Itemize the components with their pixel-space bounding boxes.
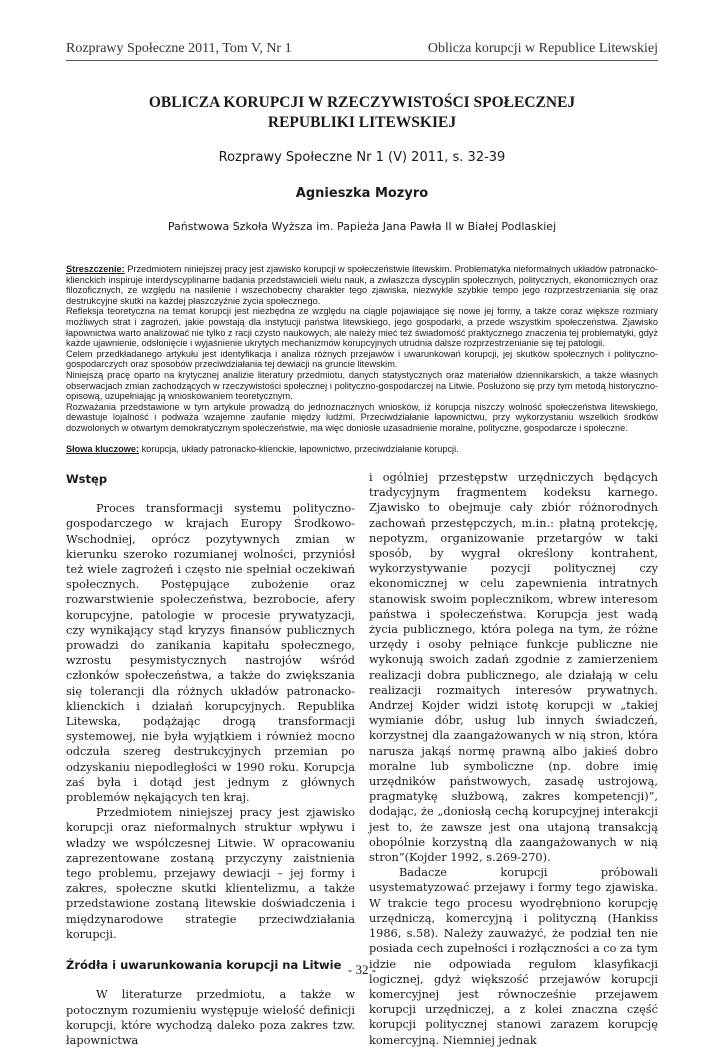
abstract <box>66 264 658 434</box>
abstract-paragraph: Rozważania przedstawione w tym artykule prowadzą do jednoznacznych wniosków, iż korupcja niszczy wolność społeczeństwa litewskiego, dewastuje lojalność i podważa wzajemne zaufanie między ludźmi. Przeciwdziałanie łapownictwu, przy wykorzystaniu wszelkich środków dozwolonych w otwartym demokratycznym społeczeństwie, ma więc doniosłe uzasadnienie moralne, polityczne, gospodarcze i społeczne. <box>66 401 658 433</box>
abstract-paragraph: Refleksja teoretyczna na temat korupcji jest niezbędna ze względu na ciągle pojawiające się nowe jej formy, a także coraz większe rozmiary możliwych strat i zagrożeń, jakie powstają dla instytucji państwa litewskiego, jego gospodarki, a przede wszystkim społeczeństwa. Zjawisko łapownictwa warto analizować nie tylko z racji czysto naukowych, ale należy mieć też świadomość praktycznego znaczenia tej problematyki, gdyż każde ujawnienie, odsłonięcie i wyjaśnienie ukrytych mechanizmów korupcyjnych utrudnia dalsze rozprzestrzenianie się tej patologii. <box>66 306 658 349</box>
section-heading-sources: Źródła i uwarunkowania korupcji na Litwie <box>66 958 342 973</box>
abstract-label: Streszczenie: <box>66 264 125 274</box>
abstract-text: Przedmiotem niniejszej pracy jest zjawisko korupcji w społeczeństwie litewskim. Problematyka nieformalnych układów patronacko-klienckich inspiruje interdyscyplinarne badania przedstawicieli wielu nauk, a zwłaszcza dyscyplin społecznych, politycznych, ekonomicznych oraz filozoficznych, ze względu na nasilenie i wszechobecny charakter tego zjawiska, niezwykle szybkie tempo jego rozprzestrzeniania się oraz destrukcyjne skutki na każdej płaszczyźnie życia społecznego. <box>66 264 658 306</box>
running-header <box>66 40 658 61</box>
keywords-label: Słowa kluczowe: <box>66 444 140 454</box>
body-paragraph: W literaturze przedmiotu, a także w potocznym rozumieniu występuje wielość definicji korupcji, które wychodzą daleko poza zakres tzw. łapownictwa <box>66 988 355 1047</box>
keywords-text: korupcja, układy patronacko-klienckie, łapownictwo, przeciwdziałanie korupcji. <box>139 444 459 454</box>
abstract-paragraph: Celem przedkładanego artykułu jest identyfikacja i analiza różnych przejawów i uwarunkowań korupcji, jej skutków społecznych i polityczno-gospodarczych oraz sposobów przeciwdziałania tej dewiacji na gruncie litewskim. <box>66 348 658 370</box>
article-title-line-1: OBLICZA KORUPCJI W RZECZYWISTOŚCI SPOŁECZNEJ <box>148 94 576 111</box>
running-header-article: Oblicza korupcji w Republice Litewskiej <box>427 41 658 56</box>
body-paragraph: Proces transformacji systemu polityczno-gospodarczego w krajach Europy Środkowo-Wschodniej, oprócz pozytywnych zmian w kierunku szeroko rozumianej wolności, przyniósł też wiele zagrożeń i często nie spełniał oczekiwań społecznych. Postępujące zubożenie oraz rozwarstwienie społeczeństwa, bezrobocie, afery korupcyjne, patologie w procesie prywatyzacji, czy wynikający stąd kryzys finansów publicznych prowadzi do zanikania kapitału społecznego, wzrostu pesymistycznych nastrojów wśród członków społeczeństwa, a także do zwiększania się tolerancji dla różnych układów patronacko-klienckich i działań korupcyjnych. Republika Litewska, podążając drogą transformacji systemowej, nie była wyjątkiem i również mocno odczuła szereg destrukcyjnych przemian po odzyskaniu niepodległości w 1990 roku. Korupcja zaś była i dotąd jest jednym z głównych problemów nękających ten kraj. <box>66 502 355 805</box>
section-heading-introduction: Wstęp <box>66 472 108 486</box>
keywords <box>66 444 658 454</box>
author-affiliation: Państwowa Szkoła Wyższa im. Papieża Jana Pawła II w Białej Podlaskiej <box>167 220 557 233</box>
body-paragraph: Badacze korupcji próbowali usystematyzować przejawy i formy tego zjawiska. W trakcie tego procesu wyodrębniono korupcję urzędniczą, komercyjną i polityczną (Hankiss 1986, s.58). Należy zauważyć, że podział ten nie posiada cech zupełności i rozłączności a co za tym idzie nie odpowiada regułom klasyfikacji logicznej, gdyż większość przejawów korupcji komercyjnej jest równocześnie przejawem korupcji urzędniczej, a z kolei znaczna część korupcji politycznej stanowi zarazem korupcję komercyjną. Niemniej jednak <box>369 866 658 1047</box>
body-paragraph: i ogólniej przestępstw urzędniczych będących tradycyjnym fragmentem kodeksu karnego. Zjawisko to obejmuje cały zbiór różnorodnych zachowań przestępczych, m.in.: płatną protekcję, nepotyzm, organizowanie przetargów w taki sposób, by wygrał określony kontrahent, wykorzystywanie pozycji politycznej czy ekonomicznej w celu zapewnienia intratnych stanowisk swoim poplecznikom, wbrew interesom państwa i społeczeństwa. Korupcja jest wadą życia publicznego, która polega na tym, że różne urzędy i osoby pełniące funkcje publiczne nie wykonują swoich zadań zgodnie z zamierzeniem realizacji dobra publicznego, ale działają w celu realizacji rozmaitych interesów prywatnych. Andrzej Kojder widzi istotę korupcji w „takiej wymianie dóbr, usług lub innych świadczeń, korzystnej dla zaangażowanych w nią stron, która narusza jakąś normę prawną albo jakieś dobro moralne lub symboliczne (np. dobre imię urzędników państwowych, zasadę ustrojową, pragmatykę służbową, zakres kompetencji)”, dodając, że „doniosłą cechą korupcyjnej interakcji jest to, że zawsze jest ona utajoną transakcją obopólnie korzystną dla zaangażowanych w nią stron”(Kojder 1992, s.269-270). <box>369 471 658 865</box>
abstract-paragraph <box>66 264 658 306</box>
body-paragraph: Przedmiotem niniejszej pracy jest zjawisko korupcji oraz nieformalnych struktur wpływu i władzy we współczesnej Litwie. W opracowaniu zaprezentowane zostaną przyczyny zaistnienia tego problemu, przejawy dewiacji – jej formy i zakres, społeczne skutki klientelizmu, a także przedstawione zostaną litewskie doświadczenia i międzynarodowe strategie przeciwdziałania korupcji. <box>66 806 355 941</box>
page-number: - 32 - <box>347 962 377 977</box>
abstract-paragraph: Niniejszą pracę oparto na krytycznej analizie literatury przedmiotu, danych statystycznych oraz materiałów dziennikarskich, a także własnych obserwacjach zmian zachodzących w rzeczywistości społecznej i polityczno-gospodarczej na Litwie. Posłużono się przy tym metodą historyczno-opisową, uzupełniając ją wnioskowaniem teoretycznym. <box>66 369 658 402</box>
article-title <box>66 93 658 133</box>
running-header-journal: Rozprawy Społeczne 2011, Tom V, Nr 1 <box>66 41 292 56</box>
author-name: Agnieszka Mozyro <box>295 186 429 201</box>
journal-citation: Rozprawy Społeczne Nr 1 (V) 2011, s. 32-39 <box>218 150 506 165</box>
article-title-line-2: REPUBLIKI LITEWSKIEJ <box>267 114 457 131</box>
